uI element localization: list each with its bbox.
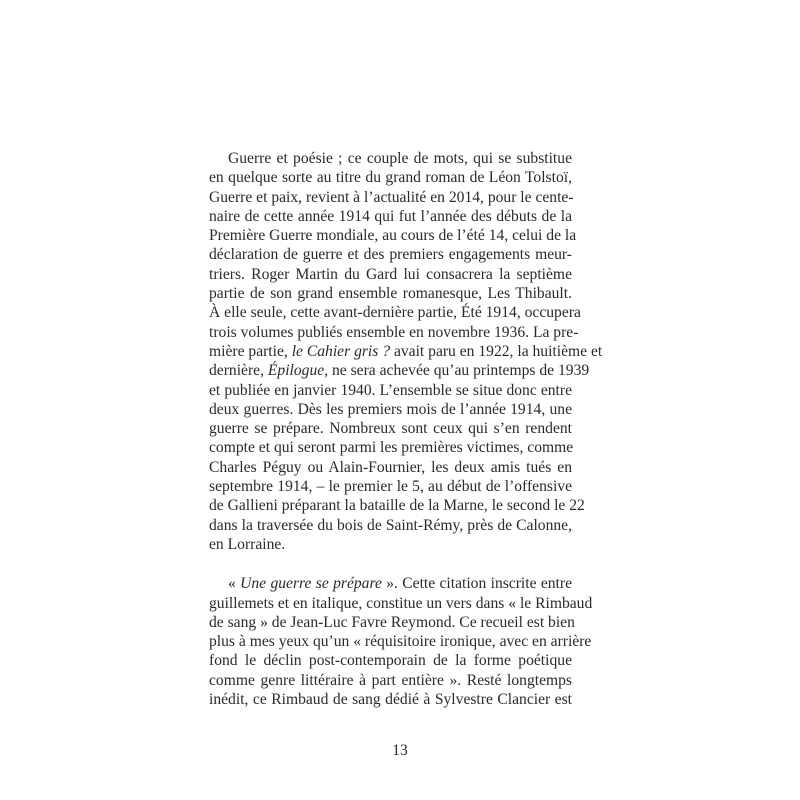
text-run: trois volumes publiés ensemble en novembre 1936. La pre- — [209, 323, 579, 341]
text-line — [209, 419, 572, 438]
text-line — [209, 651, 572, 670]
text-run: et publiée en janvier 1940. L’ensemble se situe donc entre — [209, 381, 572, 399]
text-line — [209, 516, 572, 535]
text-line — [209, 245, 572, 264]
paragraph-gap — [209, 554, 572, 574]
text-line — [209, 613, 575, 632]
text-line — [209, 265, 572, 284]
text-run: Guerre et poésie ; ce couple de mots, qui se substitue — [228, 150, 572, 167]
text-line — [209, 207, 572, 226]
italic-title: le Cahier gris ? — [291, 342, 391, 360]
text-line — [209, 188, 572, 207]
italic-title: Épilogue — [267, 362, 325, 380]
text-line — [209, 361, 590, 380]
text-line — [209, 438, 572, 457]
text-line — [209, 535, 572, 554]
text-line — [209, 400, 572, 419]
text-run: en quelque sorte au titre du grand roman de Léon Tolstoï, — [209, 169, 572, 187]
paragraph — [209, 149, 603, 554]
text-run: compte et qui seront parmi les premières victimes, comme — [209, 439, 574, 457]
text-run: triers. Roger Martin du Gard lui consacrera la septième — [209, 265, 572, 283]
text-run: , ne sera achevée qu’au printemps de 1939 — [324, 362, 590, 380]
text-run: fond le déclin post-contemporain de la forme poétique — [209, 652, 572, 670]
text-line — [209, 632, 592, 651]
text-run: de Gallieni préparant la bataille de la Marne, le second le 22 — [209, 497, 585, 515]
text-run: Première Guerre mondiale, au cours de l’été 14, celui de la — [209, 227, 577, 245]
text-run: avait paru en 1922, la huitième et — [390, 342, 603, 360]
text-run: « — [228, 575, 241, 593]
text-line — [209, 496, 585, 515]
paragraph — [209, 574, 593, 709]
text-line — [209, 323, 579, 342]
text-line — [209, 671, 572, 690]
text-line — [209, 458, 572, 477]
text-run: guerre se prépare. Nombreux sont ceux qui s’en rendent — [209, 420, 572, 438]
text-run: dernière, — [209, 362, 268, 380]
text-run: ». Cette citation inscrite entre — [381, 575, 573, 593]
text-line — [209, 594, 593, 613]
text-run: comme genre littéraire à part entière ». Resté longtemps — [209, 671, 572, 689]
text-run: partie de son grand ensemble romanesque, Les Thibault. — [209, 285, 572, 303]
body-text — [209, 149, 603, 709]
text-line — [209, 168, 572, 187]
text-line — [209, 303, 581, 322]
page-number: 13 — [392, 742, 408, 759]
text-run: septembre 1914, – le premier le 5, au début de l’offensive — [209, 478, 572, 496]
text-line — [209, 477, 572, 496]
text-run: en Lorraine. — [209, 535, 286, 553]
text-line — [209, 574, 572, 593]
text-line — [209, 690, 572, 709]
text-run: Guerre et paix, revient à l’actualité en 2014, pour le cente- — [209, 188, 574, 206]
text-run: inédit, ce Rimbaud de sang dédié à Sylvestre Clancier est — [209, 691, 572, 709]
text-line — [209, 284, 572, 303]
text-run: naire de cette année 1914 qui fut l’année des débuts de la — [209, 207, 572, 225]
text-line — [209, 342, 603, 361]
text-line — [209, 226, 577, 245]
text-run: deux guerres. Dès les premiers mois de l’année 1914, une — [209, 400, 572, 418]
text-line — [209, 149, 572, 168]
text-run: Charles Péguy ou Alain-Fournier, les deux amis tués en — [209, 458, 572, 476]
text-line — [209, 381, 572, 400]
text-run: guillemets et en italique, constitue un vers dans « le Rimbaud — [209, 594, 593, 612]
text-run: plus à mes yeux qu’un « réquisitoire ironique, avec en arrière — [209, 633, 592, 651]
text-run: dans la traversée du bois de Saint-Rémy, près de Calonne, — [209, 516, 572, 534]
text-run: déclaration de guerre et des premiers engagements meur- — [209, 246, 572, 264]
text-run: À elle seule, cette avant-dernière partie, Été 1914, occupera — [209, 304, 581, 322]
text-run: de sang » de Jean-Luc Favre Reymond. Ce recueil est bien — [209, 613, 575, 631]
italic-title: Une guerre se prépare — [240, 575, 382, 593]
text-run: mière partie, — [209, 342, 292, 360]
